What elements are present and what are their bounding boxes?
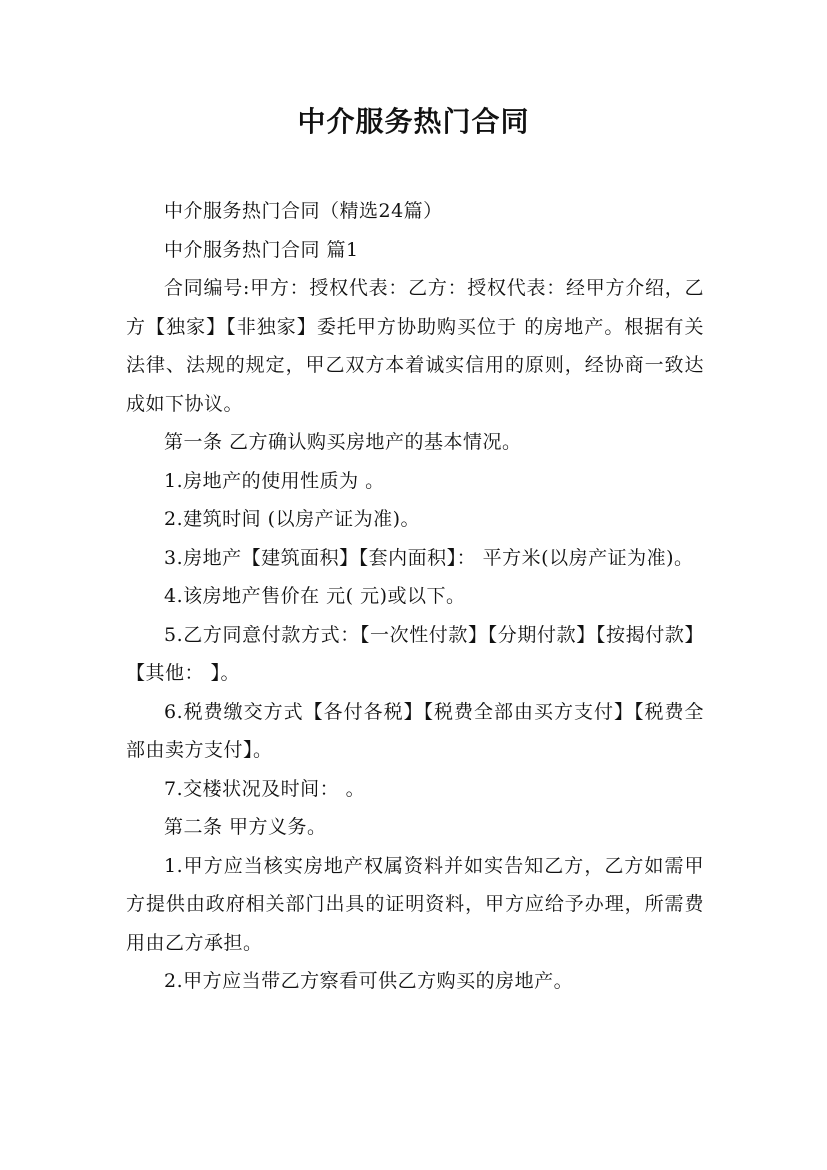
paragraph-article-1-item-7: 7.交楼状况及时间： 。 [164,777,366,800]
paragraph-contract-intro: 合同编号:甲方：授权代表：乙方：授权代表：经甲方介绍，乙方【独家】【非独家】委托甲方协助购买位于 的房地产。根据有关法律、法规的规定，甲乙双方本着诚实信用的原则，经协商一致达成如下协议。 [126,277,704,415]
paragraph-article-1-item-6: 6.税费缴交方式【各付各税】【税费全部由买方支付】【税费全部由卖方支付】。 [126,700,704,761]
paragraph-article-1-item-3: 3.房地产【建筑面积】【套内面积】： 平方米(以房产证为准)。 [164,546,694,569]
paragraph-subtitle: 中介服务热门合同（精选24篇） [164,200,443,222]
paragraph-article-2-heading: 第二条 甲方义务。 [164,816,327,838]
paragraph-section-heading: 中介服务热门合同 篇1 [164,238,359,261]
paragraph-article-1-item-4: 4.该房地产售价在 元( 元)或以下。 [164,585,466,607]
document-title: 中介服务热门合同 [297,105,530,138]
paragraph-article-1-item-2: 2.建筑时间 (以房产证为准)。 [164,508,420,530]
paragraph-article-1-item-1: 1.房地产的使用性质为 。 [164,469,385,492]
paragraph-article-1-item-5: 5.乙方同意付款方式：【一次性付款】【分期付款】【按揭付款】【其他： 】。 [126,623,704,684]
paragraph-article-2-item-2: 2.甲方应当带乙方察看可供乙方购买的房地产。 [164,970,574,992]
document-body [126,192,704,1001]
paragraph-article-1-heading: 第一条 乙方确认购买房地产的基本情况。 [164,431,522,453]
paragraph-article-2-item-1: 1.甲方应当核实房地产权属资料并如实告知乙方，乙方如需甲方提供由政府相关部门出具的证明资料，甲方应给予办理，所需费用由乙方承担。 [126,854,704,954]
